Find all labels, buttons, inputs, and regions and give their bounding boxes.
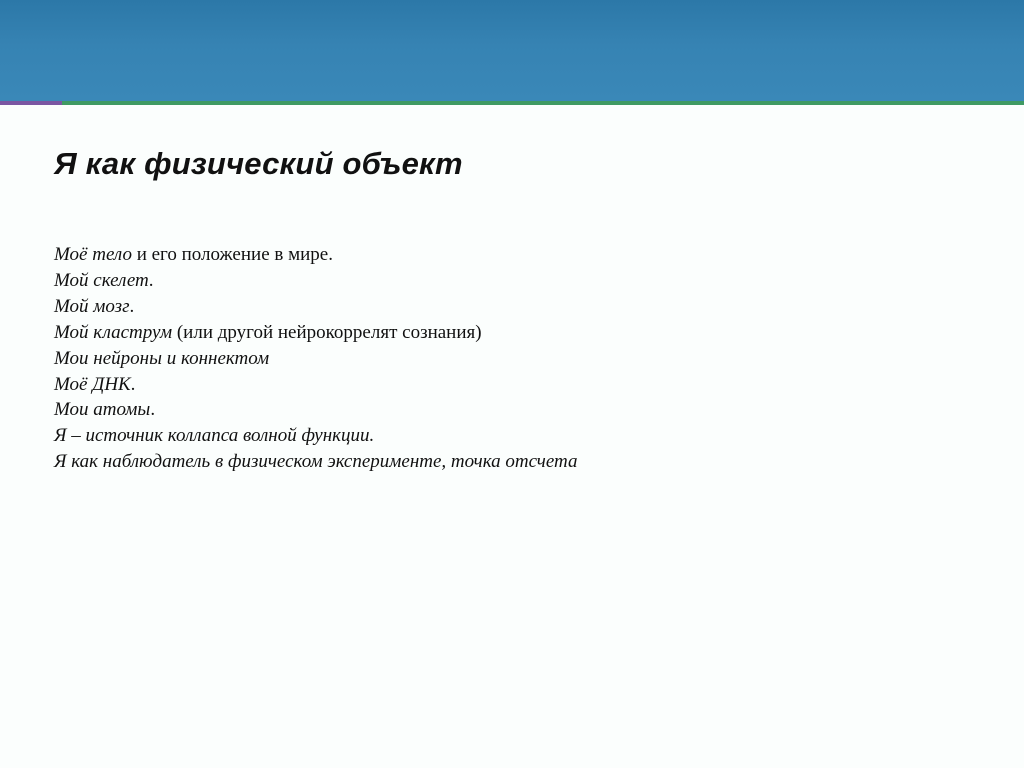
banner-stripe [0,101,1024,105]
slide-title: Я как физический объект [54,146,463,181]
list-item-emphasis: Мой скелет [54,269,149,291]
list-item-emphasis: Мои нейроны и коннектом [54,347,270,369]
list-item [54,372,577,398]
body-list [54,242,577,475]
list-item-emphasis: Я – источник коллапса волной функции. [54,425,375,447]
list-item-emphasis: Моё тело [54,244,132,265]
list-item [54,320,577,346]
list-item [54,449,577,475]
list-item-text: . [148,269,154,291]
list-item-text: и его положение в мире. [131,244,333,265]
list-item-text: (или другой нейрокоррелят сознания) [172,321,482,343]
banner-stripe-accent [0,101,62,105]
list-item-emphasis: Мой мозг [54,295,130,317]
list-item [54,346,577,372]
list-item-text: . [129,295,135,317]
list-item-emphasis: Я как наблюдатель в физическом эксперименте, точка отсчета [54,451,578,473]
list-item-text: . [130,373,136,395]
list-item [54,268,577,294]
list-item [54,242,577,268]
list-item-emphasis: Мои атомы [54,399,151,421]
list-item [54,423,577,449]
list-item-emphasis: Моё ДНК [54,373,131,395]
list-item [54,397,577,423]
list-item [54,294,577,320]
top-banner [0,0,1024,101]
list-item-text: . [150,399,156,421]
list-item-emphasis: Мой кластрум [54,321,173,343]
